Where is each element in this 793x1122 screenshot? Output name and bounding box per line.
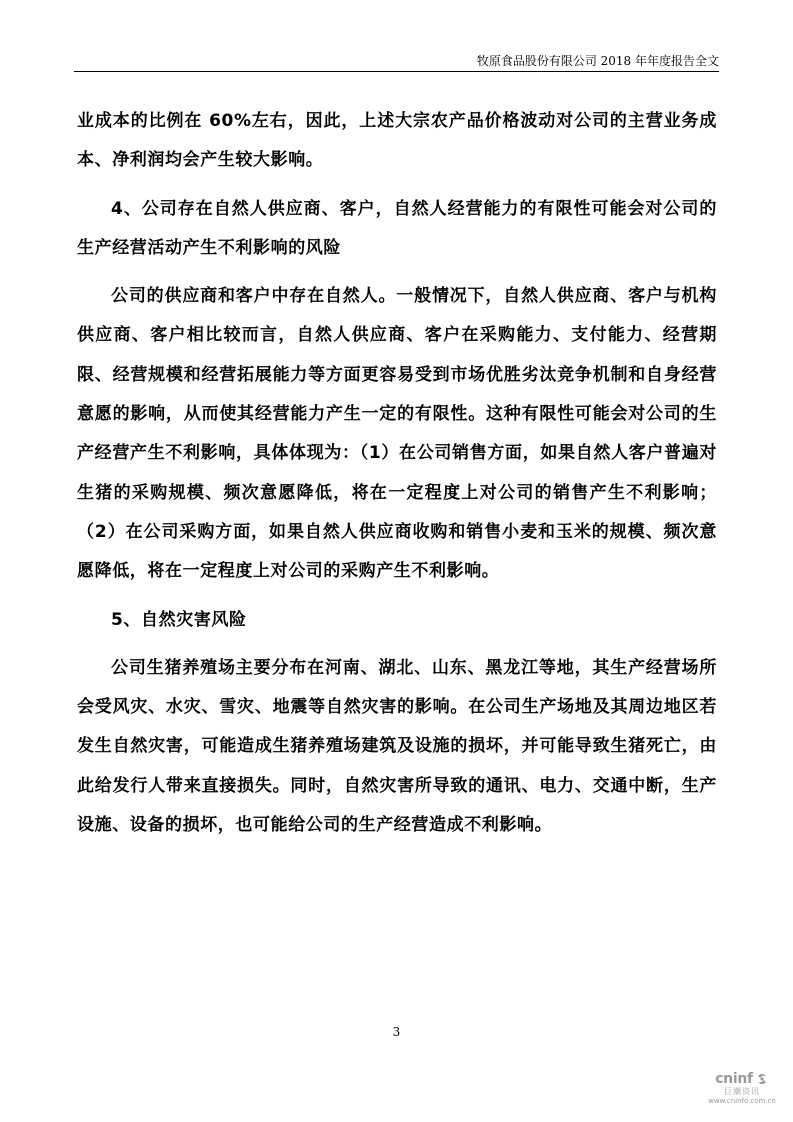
watermark-logo: [706, 1071, 778, 1087]
watermark-subtitle: 巨潮资讯: [724, 1087, 760, 1096]
paragraph-cost-ratio: 业成本的比例在 60%左右，因此，上述大宗农产品价格波动对公司的主营业务成本、净利润均会产生较大影响。: [77, 111, 717, 171]
watermark-url: www.cninfo.com.cn: [708, 1097, 776, 1105]
cninfo-watermark: [706, 1071, 778, 1106]
heading-natural-disaster-risk: 5、自然灾害风险: [111, 609, 247, 630]
paragraph-natural-person-risk: 公司的供应商和客户中存在自然人。一般情况下，自然人供应商、客户与机构供应商、客户相比较而言，自然人供应商、客户在采购能力、支付能力、经营期限、经营规模和经营拓展能力等方面更容易受到市场优胜劣汰竞争机制和自身经营意愿的影响，从而使其经营能力产生一定的有限性。这种有限性可能会对公司的生产经营产生不利影响，具体体现为：（1）在公司销售方面，如果自然人客户普遍对生猪的采购规模、频次意愿降低，将在一定程度上对公司的销售产生不利影响；（2）在公司采购方面，如果自然人供应商收购和销售小麦和玉米的规模、频次意愿降低，将在一定程度上对公司的采购产生不利影响。: [77, 286, 717, 582]
document-header-title: 牧原食品股份有限公司 2018 年年度报告全文: [476, 54, 719, 68]
cninfo-logo-icon: [755, 1072, 769, 1086]
header-divider: [74, 71, 719, 72]
heading-natural-person-risk: 4、公司存在自然人供应商、客户，自然人经营能力的有限性可能会对公司的生产经营活动产生不利影响的风险: [77, 198, 717, 258]
paragraph-natural-disaster-risk: 公司生猪养殖场主要分布在河南、湖北、山东、黑龙江等地，其生产经营场所会受风灾、水灾、雪灾、地震等自然灾害的影响。在公司生产场地及其周边地区若发生自然灾害，可能造成生猪养殖场建筑及设施的损坏，并可能导致生猪死亡，由此给发行人带来直接损失。同时，自然灾害所导致的通讯、电力、交通中断，生产设施、设备的损坏，也可能给公司的生产经营造成不利影响。: [77, 657, 717, 836]
document-body: [77, 102, 717, 845]
watermark-brand: cninf: [715, 1071, 753, 1087]
page-number: 3: [392, 1025, 401, 1039]
